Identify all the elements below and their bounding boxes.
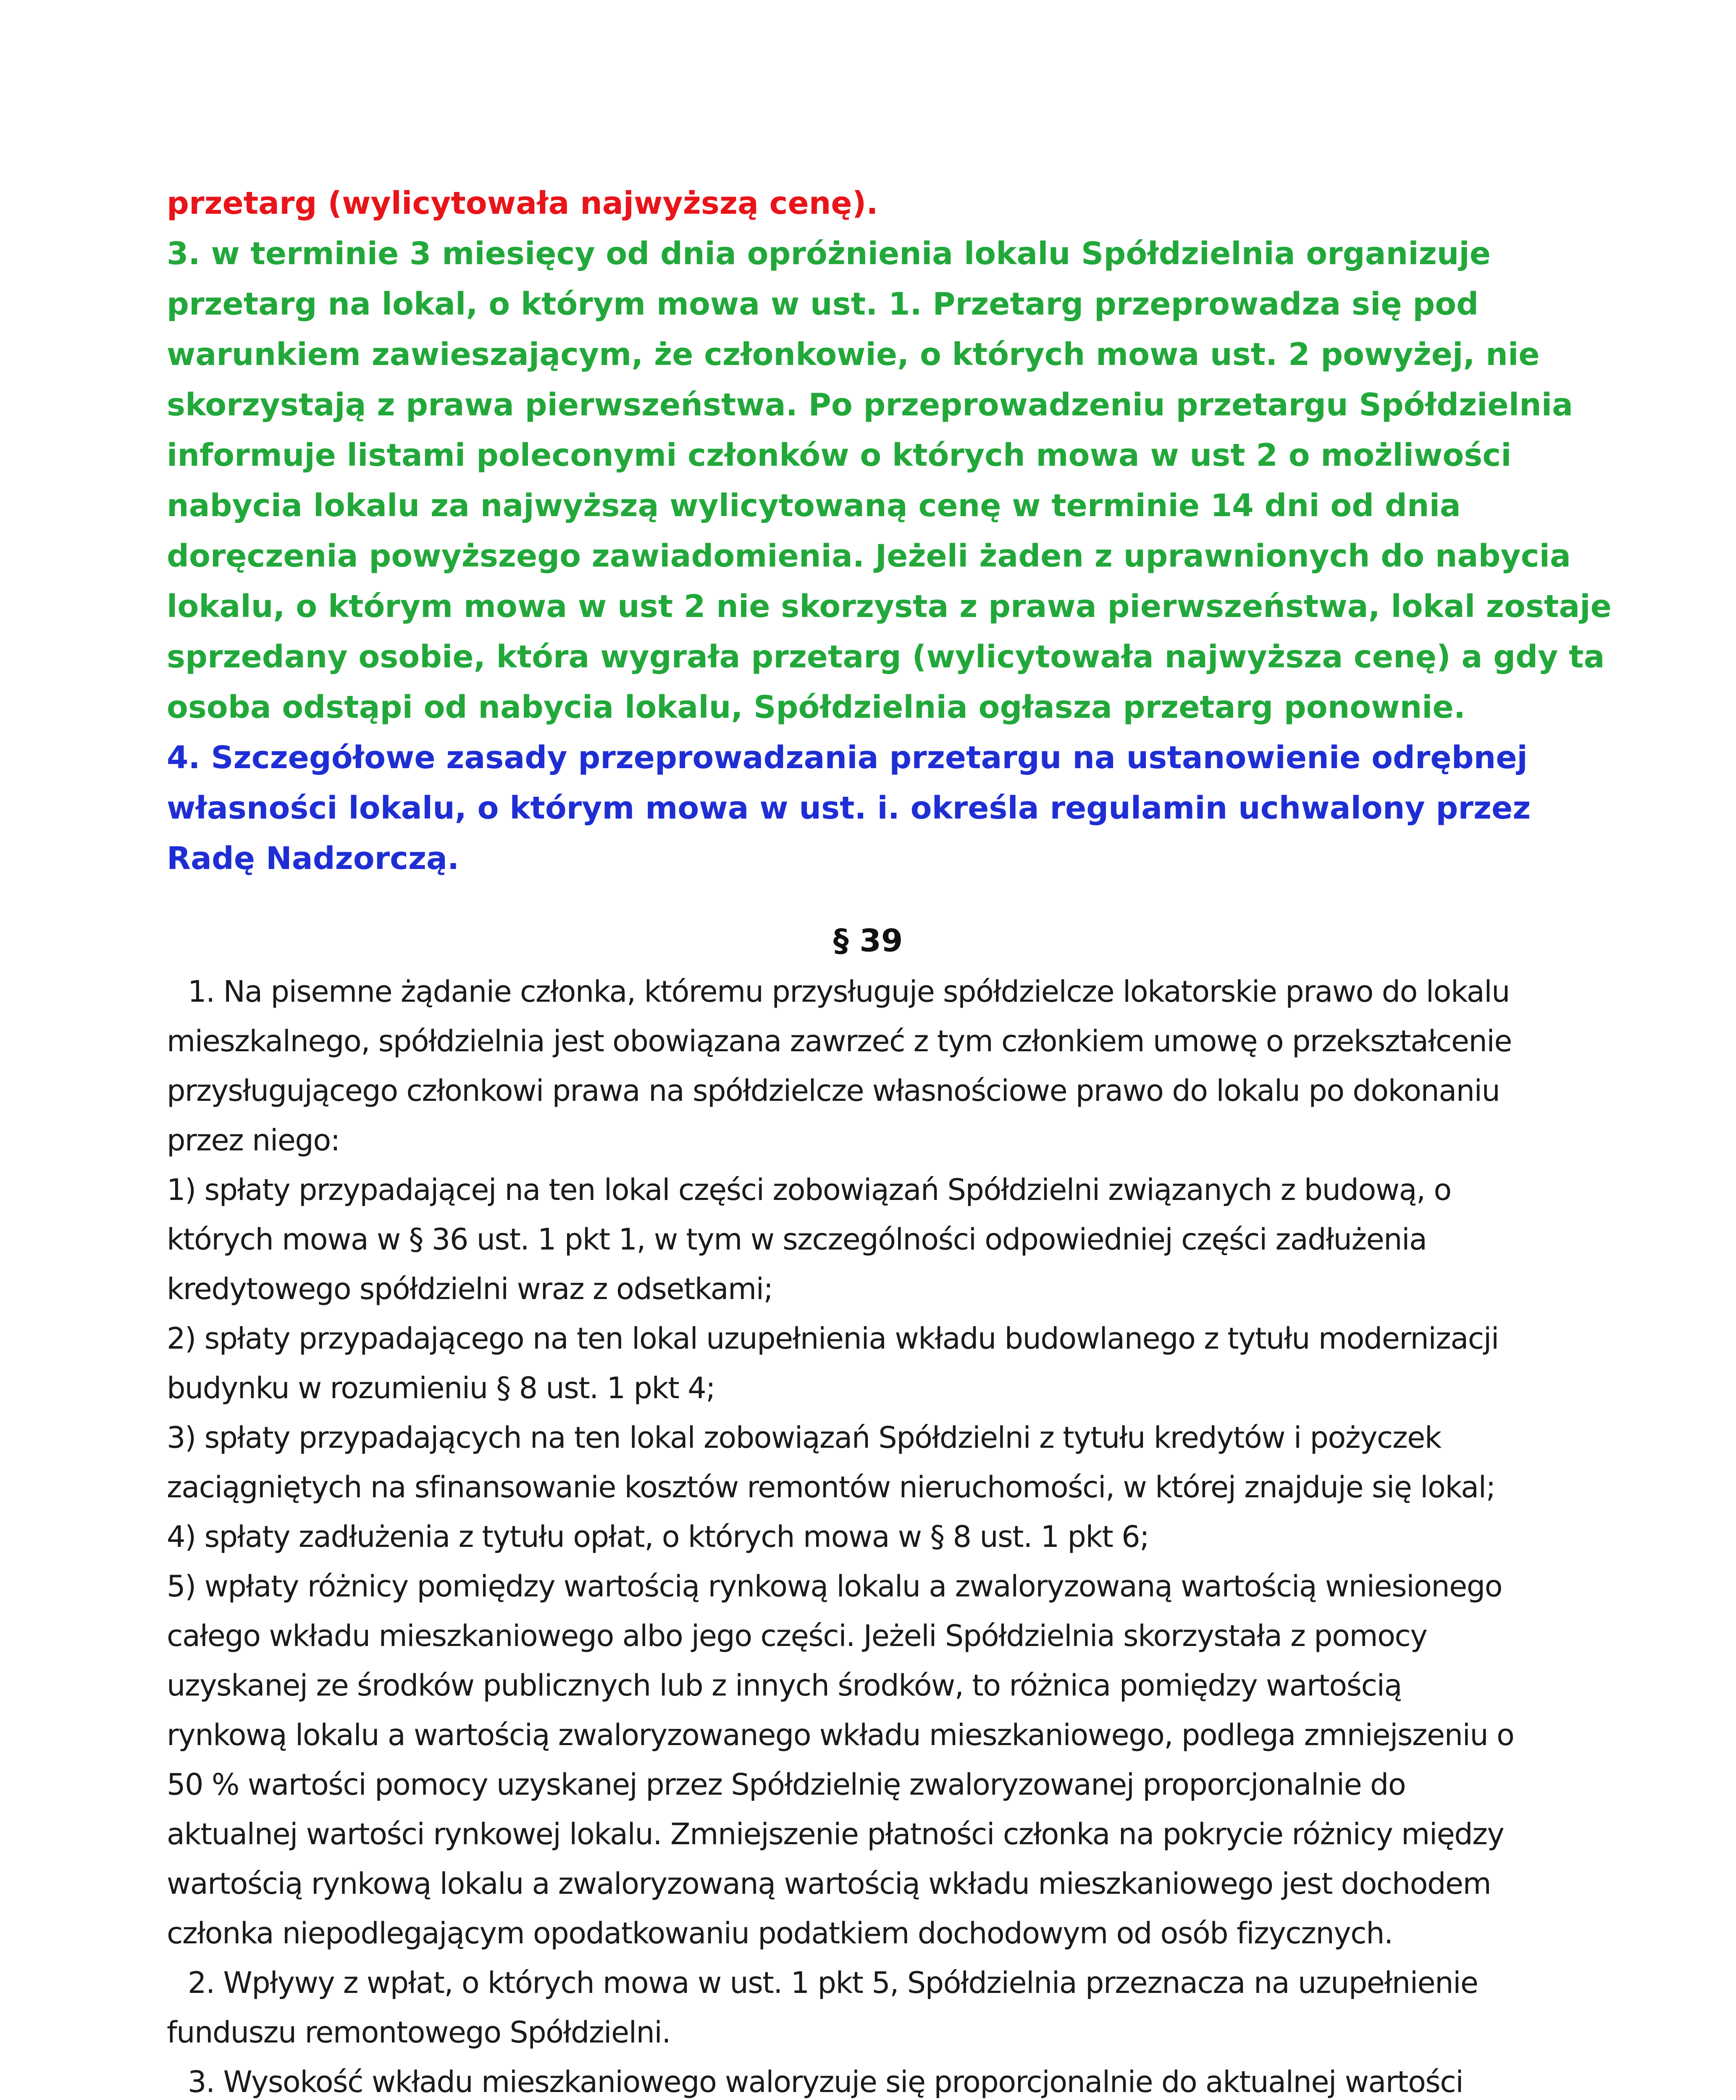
body-text-line: rynkową lokalu a wartością zwaloryzowanego wkładu mieszkaniowego, podlega zmniejszeniu o (167, 1718, 1514, 1752)
green-text-line: nabycia lokalu za najwyższą wylicytowaną cenę w terminie 14 dni od dnia (167, 488, 1461, 524)
green-text-line: doręczenia powyższego zawiadomienia. Jeżeli żaden z uprawnionych do nabycia (167, 538, 1571, 574)
body-text-line: 50 % wartości pomocy uzyskanej przez Spółdzielnię zwaloryzowanej proporcjonalnie do (167, 1767, 1406, 1802)
body-text-line: całego wkładu mieszkaniowego albo jego części. Jeżeli Spółdzielnia skorzystała z pomocy (167, 1619, 1427, 1653)
body-text-line: 3) spłaty przypadających na ten lokal zobowiązań Spółdzielni z tytułu kredytów i pożyczek (167, 1420, 1441, 1455)
section-heading: § 39 (833, 923, 903, 959)
body-text-line: 1. Na pisemne żądanie członka, któremu przysługuje spółdzielcze lokatorskie prawo do lokalu (188, 974, 1510, 1009)
body-text-line: 2. Wpływy z wpłat, o których mowa w ust. 1 pkt 5, Spółdzielnia przeznacza na uzupełnienie (188, 1966, 1478, 2000)
body-text-line: 4) spłaty zadłużenia z tytułu opłat, o których mowa w § 8 ust. 1 pkt 6; (167, 1520, 1149, 1554)
red-text-line: przetarg (wylicytowała najwyższą cenę). (167, 185, 878, 221)
top-colored-paragraphs (167, 178, 1612, 884)
body-text-line: przysługującego członkowi prawa na spółdzielcze własnościowe prawo do lokalu po dokonaniu (167, 1074, 1500, 1108)
body-text-line: funduszu remontowego Spółdzielni. (167, 2015, 671, 2050)
section-body (167, 967, 1595, 2100)
body-text-line: wartością rynkową lokalu a zwaloryzowaną wartością wkładu mieszkaniowego jest dochodem (167, 1866, 1491, 1901)
green-text-line: osoba odstąpi od nabycia lokalu, Spółdzielnia ogłasza przetarg ponownie. (167, 689, 1465, 725)
body-text-line: przez niego: (167, 1123, 340, 1158)
body-text-line: 1) spłaty przypadającej na ten lokal części zobowiązań Spółdzielni związanych z budową, o (167, 1173, 1451, 1207)
body-text-line: uzyskanej ze środków publicznych lub z innych środków, to różnica pomiędzy wartością (167, 1668, 1402, 1703)
body-text-line: kredytowego spółdzielni wraz z odsetkami; (167, 1272, 773, 1306)
body-text-line: mieszkalnego, spółdzielnia jest obowiązana zawrzeć z tym członkiem umowę o przekształcenie (167, 1024, 1512, 1058)
blue-text-line: własności lokalu, o którym mowa w ust. i. określa regulamin uchwalony przez (167, 790, 1531, 826)
body-text-line: budynku w rozumieniu § 8 ust. 1 pkt 4; (167, 1371, 715, 1405)
green-text-line: sprzedany osobie, która wygrała przetarg (wylicytowała najwyższa cenę) a gdy ta (167, 639, 1605, 675)
green-text-line: 3. w terminie 3 miesięcy od dnia opróżnienia lokalu Spółdzielnia organizuje (167, 236, 1491, 272)
body-text-line: 5) wpłaty różnicy pomiędzy wartością rynkową lokalu a zwaloryzowaną wartością wniesionego (167, 1569, 1502, 1604)
body-text-line: aktualnej wartości rynkowej lokalu. Zmniejszenie płatności członka na pokrycie różnicy między (167, 1817, 1504, 1851)
body-text-line: których mowa w § 36 ust. 1 pkt 1, w tym w szczególności odpowiedniej części zadłużenia (167, 1222, 1427, 1257)
green-text-line: przetarg na lokal, o którym mowa w ust. 1. Przetarg przeprowadza się pod (167, 286, 1479, 322)
body-text-line: 2) spłaty przypadającego na ten lokal uzupełnienia wkładu budowlanego z tytułu modernizacji (167, 1321, 1499, 1356)
green-text-line: warunkiem zawieszającym, że członkowie, o których mowa ust. 2 powyżej, nie (167, 336, 1540, 373)
green-text-line: informuje listami poleconymi członków o których mowa w ust 2 o możliwości (167, 437, 1512, 473)
blue-text-line: Radę Nadzorczą. (167, 840, 460, 877)
blue-text-line: 4. Szczegółowe zasady przeprowadzania przetargu na ustanowienie odrębnej (167, 740, 1528, 776)
green-text-line: lokalu, o którym mowa w ust 2 nie skorzysta z prawa pierwszeństwa, lokal zostaje (167, 588, 1612, 625)
green-text-line: skorzystają z prawa pierwszeństwa. Po przeprowadzeniu przetargu Spółdzielnia (167, 387, 1573, 423)
body-text-line: członka niepodlegającym opodatkowaniu podatkiem dochodowym od osób fizycznych. (167, 1916, 1393, 1950)
body-text-line: zaciągniętych na sfinansowanie kosztów remontów nieruchomości, w której znajduje się lokal; (167, 1470, 1495, 1504)
body-text-line: 3. Wysokość wkładu mieszkaniowego waloryzuje się proporcjonalnie do aktualnej wartości (188, 2065, 1463, 2099)
